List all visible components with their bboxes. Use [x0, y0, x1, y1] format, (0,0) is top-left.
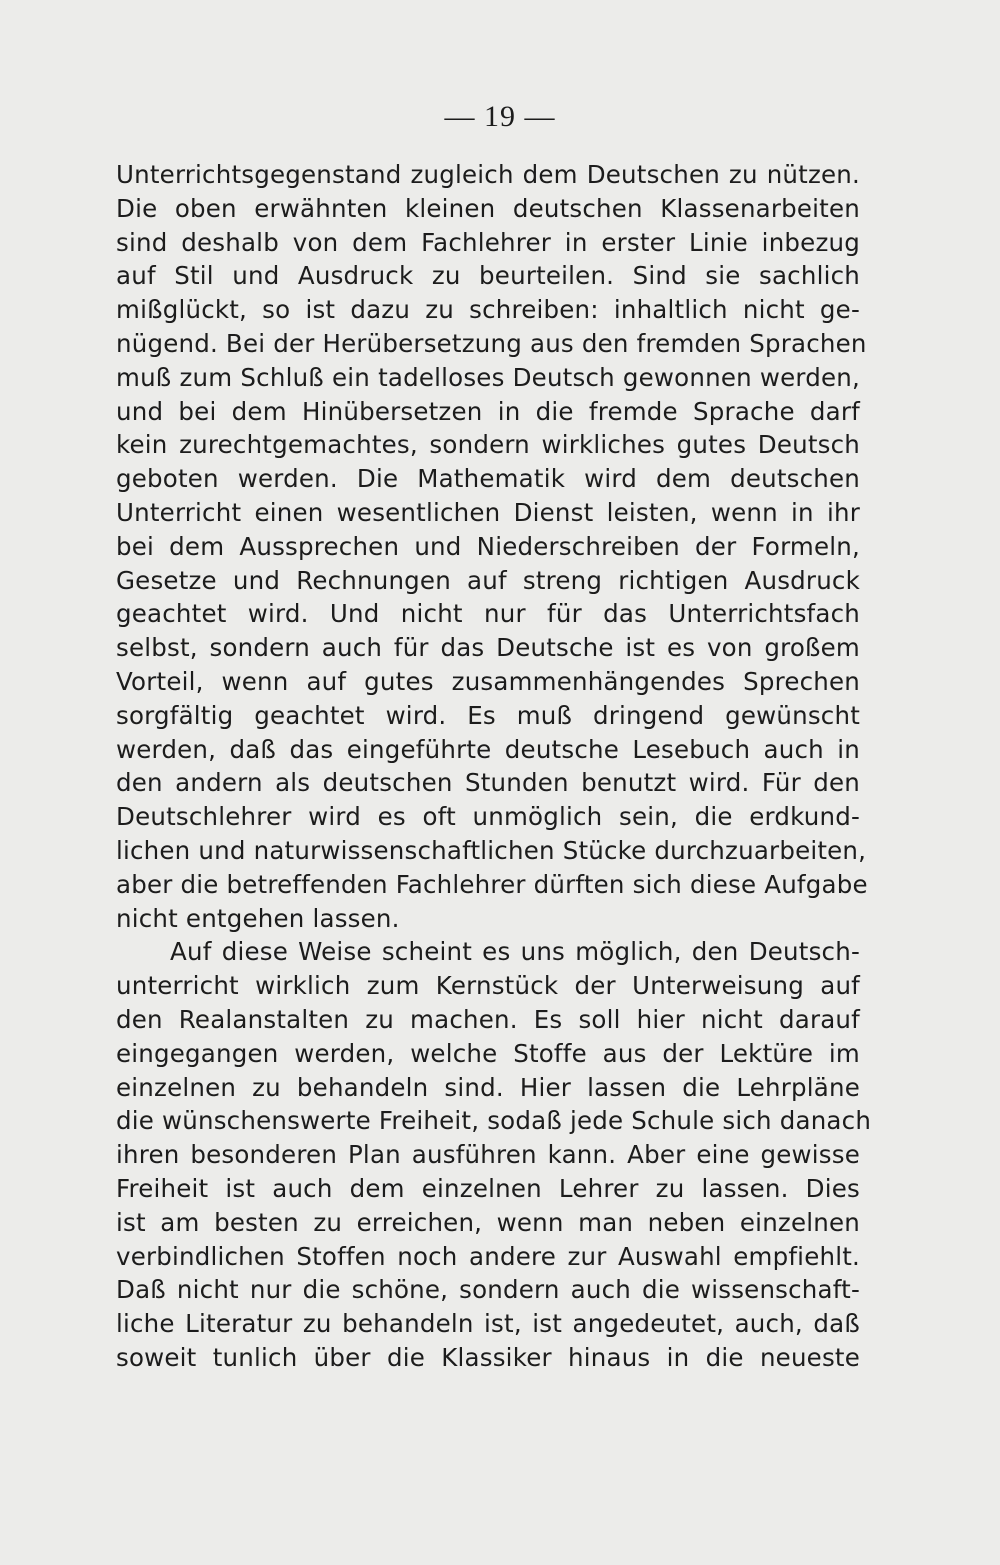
text-line: Unterrichtsgegenstand zugleich dem Deutschen zu nützen.: [116, 160, 860, 189]
text-line: ist am besten zu erreichen, wenn man neben einzelnen: [116, 1207, 860, 1237]
text-line: Freiheit ist auch dem einzelnen Lehrer zu lassen. Dies: [116, 1173, 860, 1203]
text-line: soweit tunlich über die Klassiker hinaus in die neueste: [116, 1342, 860, 1372]
text-line: Die oben erwähnten kleinen deutschen Klassenarbeiten: [116, 193, 860, 223]
text-line: nügend. Bei der Herübersetzung aus den fremden Sprachen: [116, 328, 867, 358]
text-line: Vorteil, wenn auf gutes zusammenhängendes Sprechen: [116, 666, 860, 696]
text-line: verbindlichen Stoffen noch andere zur Auswahl empfiehlt.: [116, 1241, 860, 1271]
text-line: den andern als deutschen Stunden benutzt wird. Für den: [116, 768, 860, 798]
text-line: den Realanstalten zu machen. Es soll hier nicht darauf: [116, 1004, 860, 1034]
text-line: bei dem Aussprechen und Niederschreiben der Formeln,: [116, 531, 860, 561]
body-text: [116, 158, 872, 1375]
text-line: sorgfältig geachtet wird. Es muß dringend gewünscht: [116, 700, 860, 730]
text-line: einzelnen zu behandeln sind. Hier lassen die Lehrpläne: [116, 1072, 860, 1102]
page-number: — 19 —: [444, 100, 556, 133]
text-line: werden, daß das eingeführte deutsche Lesebuch auch in: [116, 734, 860, 764]
text-line: Gesetze und Rechnungen auf streng richtigen Ausdruck: [116, 565, 860, 595]
text-line: Unterricht einen wesentlichen Dienst leisten, wenn in ihr: [116, 497, 860, 527]
text-line: ihren besonderen Plan ausführen kann. Aber eine gewisse: [116, 1140, 860, 1170]
paragraph-start-line: Auf diese Weise scheint es uns möglich, den Deutsch-: [170, 937, 860, 967]
text-line: selbst, sondern auch für das Deutsche ist es von großem: [116, 633, 860, 663]
text-line: geboten werden. Die Mathematik wird dem deutschen: [116, 464, 860, 494]
text-line: eingegangen werden, welche Stoffe aus der Lektüre im: [116, 1038, 860, 1068]
paragraph-end-line: nicht entgehen lassen.: [116, 903, 400, 933]
text-line: muß zum Schluß ein tadelloses Deutsch gewonnen werden,: [116, 362, 860, 392]
text-line: und bei dem Hinübersetzen in die fremde Sprache darf: [116, 396, 860, 426]
text-line: kein zurechtgemachtes, sondern wirkliches gutes Deutsch: [116, 430, 860, 460]
text-line: unterricht wirklich zum Kernstück der Unterweisung auf: [116, 971, 860, 1001]
text-line: auf Stil und Ausdruck zu beurteilen. Sind sie sachlich: [116, 261, 860, 291]
text-line: Daß nicht nur die schöne, sondern auch die wissenschaft-: [116, 1275, 860, 1305]
text-line: aber die betreffenden Fachlehrer dürften sich diese Aufgabe: [116, 869, 868, 899]
text-line: Deutschlehrer wird es oft unmöglich sein, die erdkund-: [116, 802, 860, 832]
text-line: liche Literatur zu behandeln ist, ist angedeutet, auch, daß: [116, 1309, 860, 1339]
text-line: die wünschenswerte Freiheit, sodaß jede Schule sich danach: [116, 1106, 872, 1136]
text-line: mißglückt, so ist dazu zu schreiben: inhaltlich nicht ge-: [116, 295, 860, 325]
text-line: lichen und naturwissenschaftlichen Stücke durchzuarbeiten,: [116, 835, 867, 865]
text-line: sind deshalb von dem Fachlehrer in erster Linie inbezug: [116, 227, 860, 257]
text-line: geachtet wird. Und nicht nur für das Unterrichtsfach: [116, 599, 860, 629]
